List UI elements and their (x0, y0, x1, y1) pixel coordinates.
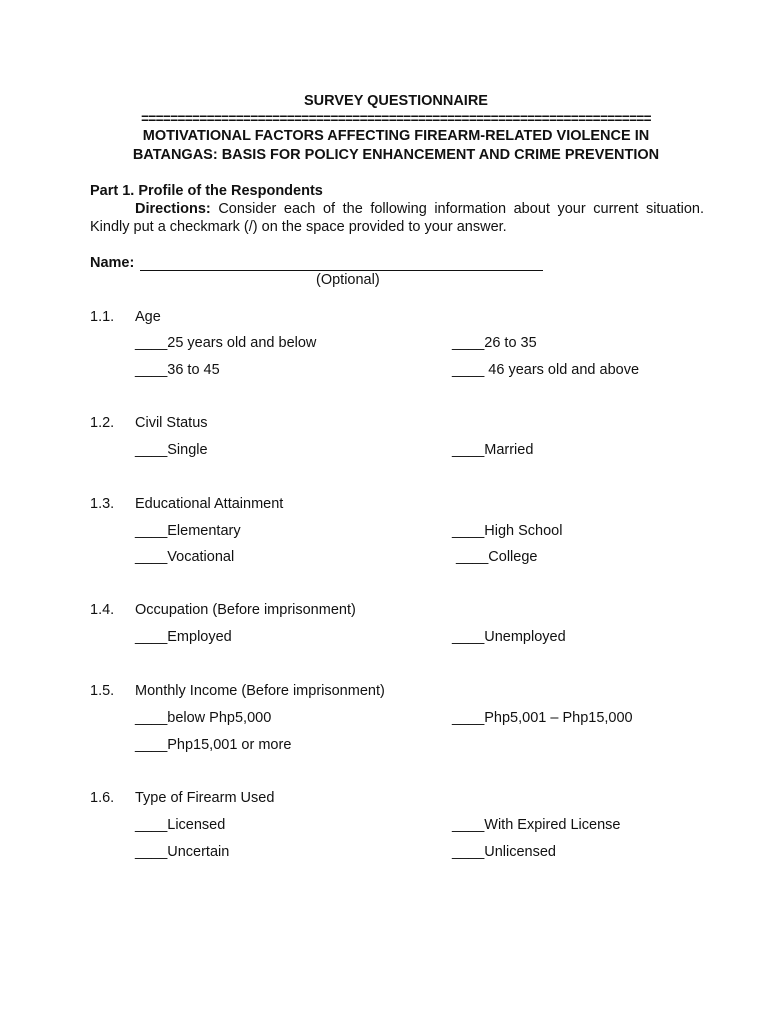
title-rule: ====================================================================== (141, 111, 651, 126)
directions-text: Consider each of the following information about your current situation. (218, 201, 704, 217)
answer-option[interactable]: ____Employed (135, 629, 232, 645)
question-label: Civil Status (135, 415, 208, 431)
answer-option[interactable]: ____With Expired License (452, 817, 621, 833)
answer-option[interactable]: ____25 years old and below (135, 335, 317, 351)
question-label: Monthly Income (Before imprisonment) (135, 683, 385, 699)
answer-option[interactable]: ____below Php5,000 (135, 710, 272, 726)
answer-option[interactable]: ____Unlicensed (452, 844, 556, 860)
directions-line-2: Kindly put a checkmark (/) on the space provided to your answer. (90, 219, 507, 235)
name-field-line[interactable] (140, 270, 543, 271)
survey-heading-line-1: MOTIVATIONAL FACTORS AFFECTING FIREARM-RELATED VIOLENCE IN (142, 128, 650, 144)
answer-option[interactable]: ____Vocational (135, 549, 235, 565)
answer-option[interactable]: ____36 to 45 (135, 362, 220, 378)
question-number: 1.5. (90, 683, 115, 699)
question-label: Type of Firearm Used (135, 790, 275, 806)
answer-option[interactable]: ____Php15,001 or more (135, 737, 292, 753)
question-label: Educational Attainment (135, 496, 284, 512)
name-optional-note: (Optional) (316, 272, 380, 288)
answer-option[interactable]: ____Php5,001 – Php15,000 (452, 710, 633, 726)
question-number: 1.1. (90, 309, 115, 325)
question-label: Occupation (Before imprisonment) (135, 602, 356, 618)
answer-option[interactable]: ____Single (135, 442, 208, 458)
answer-option[interactable]: ____26 to 35 (452, 335, 537, 351)
answer-option[interactable]: ____Elementary (135, 523, 241, 539)
answer-option[interactable]: ____Unemployed (452, 629, 566, 645)
answer-option[interactable]: ____Uncertain (135, 844, 230, 860)
survey-heading-line-2: BATANGAS: BASIS FOR POLICY ENHANCEMENT AND CRIME PREVENTION (132, 147, 660, 163)
survey-title: SURVEY QUESTIONNAIRE (304, 93, 488, 109)
name-label: Name: (90, 255, 135, 271)
directions-label: Directions: (135, 201, 211, 217)
question-label: Age (135, 309, 161, 325)
answer-option[interactable]: ____College (452, 549, 538, 565)
answer-option[interactable]: ____High School (452, 523, 563, 539)
question-number: 1.3. (90, 496, 115, 512)
question-number: 1.6. (90, 790, 115, 806)
question-number: 1.4. (90, 602, 115, 618)
answer-option[interactable]: ____Married (452, 442, 534, 458)
part-1-title: Part 1. Profile of the Respondents (90, 183, 323, 199)
question-number: 1.2. (90, 415, 115, 431)
directions-line-1 (90, 201, 704, 217)
answer-option[interactable]: ____Licensed (135, 817, 226, 833)
answer-option[interactable]: ____ 46 years old and above (452, 362, 640, 378)
